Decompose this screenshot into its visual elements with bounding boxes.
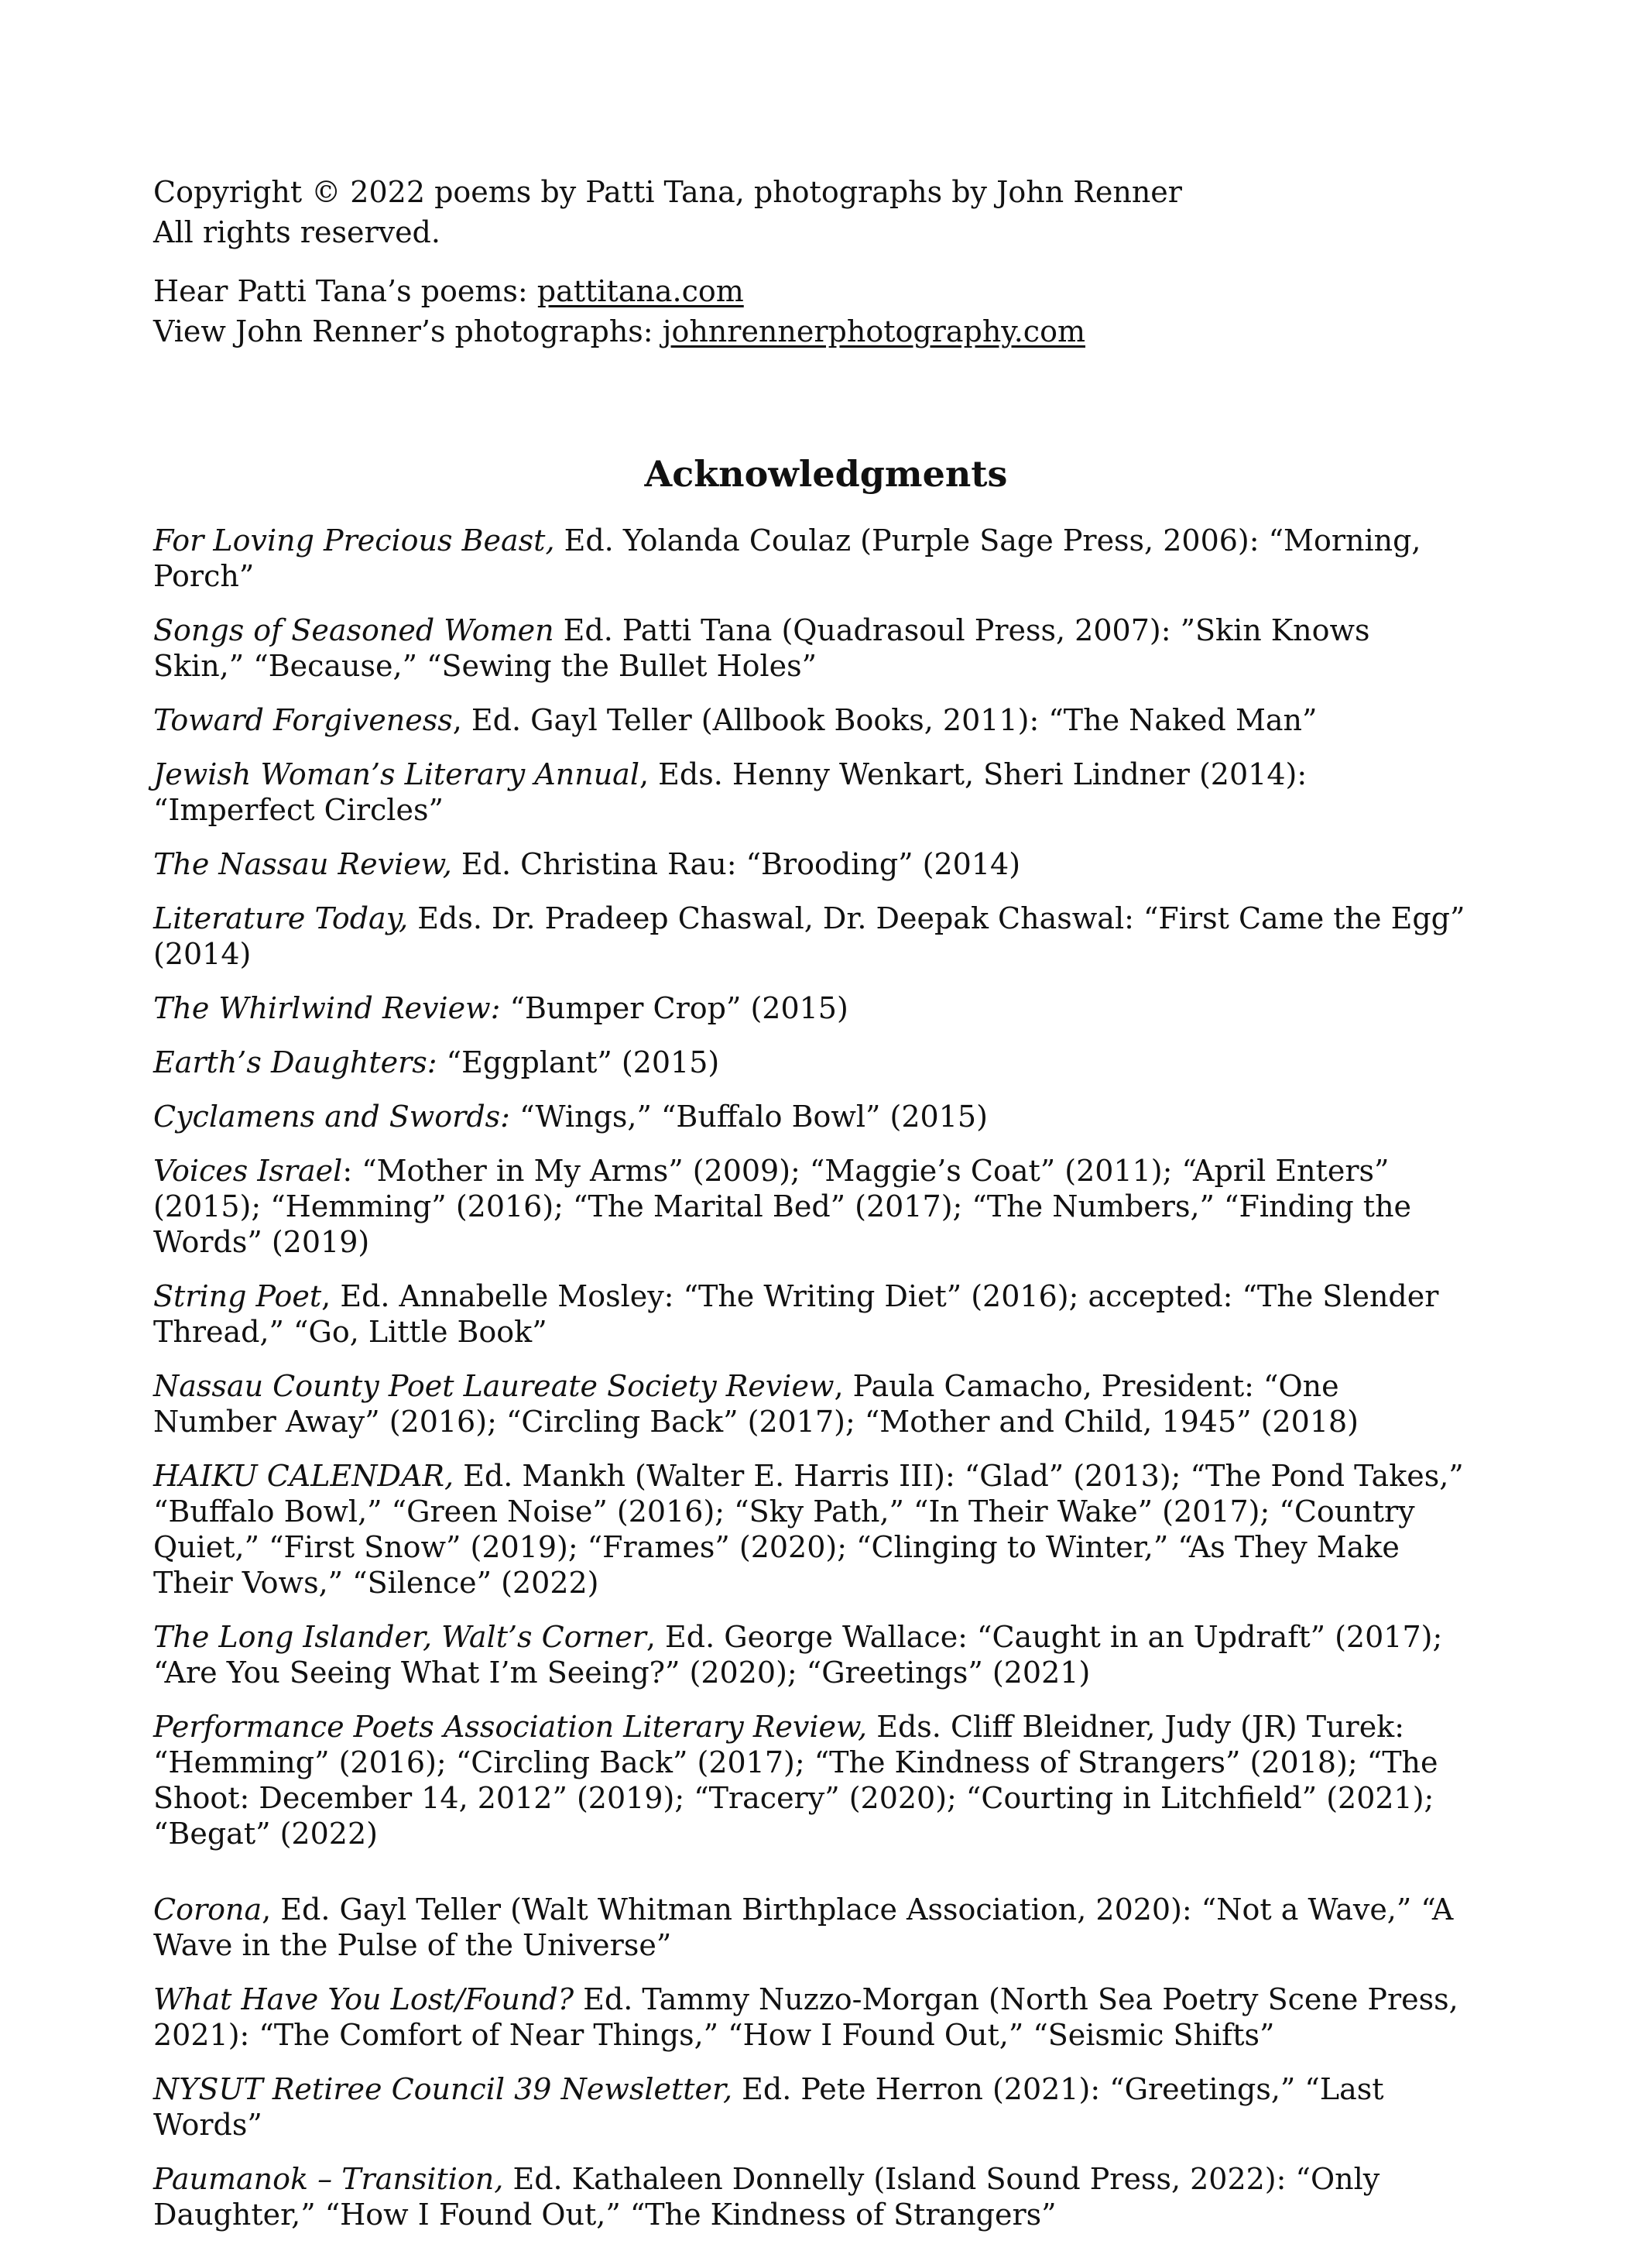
publication-details: Ed. Mankh (Walter E. Harris III): “Glad” (2013); “The Pond Takes,” “Buffalo Bowl,” “Green Noise” (2016); “Sky Path,” “In Their Wake” (2017); “Country Quiet,” “First Snow” (2019); “Frames” (2020); “Clinging to Winter,” “As They Make Their Vows,” “Silence” (2022) <box>153 1459 1464 1600</box>
publication-title: What Have You Lost/Found? <box>153 1982 574 2016</box>
acknowledgments-list <box>153 523 1469 2251</box>
list-item <box>153 613 1469 684</box>
publication-title: Earth’s Daughters: <box>153 1045 437 1079</box>
poems-link[interactable]: pattitana.com <box>536 274 744 308</box>
poems-link-line <box>153 271 1085 311</box>
links-block <box>153 271 1085 352</box>
list-item <box>153 990 1469 1026</box>
publication-details: “Eggplant” (2015) <box>437 1045 720 1079</box>
list-item <box>153 1892 1469 1963</box>
publication-details: , Ed. George Wallace: “Caught in an Updraft” (2017); “Are You Seeing What I’m Seeing?” (2020); “Greetings” (2021) <box>153 1620 1443 1690</box>
photos-link-line <box>153 311 1085 352</box>
copyright-line: Copyright © 2022 poems by Patti Tana, photographs by John Renner <box>153 175 1182 209</box>
publication-details: , Eds. Henny Wenkart, Sheri Lindner (2014): “Imperfect Circles” <box>153 757 1308 827</box>
publication-details: Ed. Patti Tana (Quadrasoul Press, 2007): ”Skin Knows Skin,” “Because,” “Sewing the Bullet Holes” <box>153 613 1370 683</box>
list-item <box>153 1278 1469 1350</box>
list-item <box>153 757 1469 828</box>
publication-title: Performance Poets Association Literary Review, <box>153 1710 868 1744</box>
publication-details: : “Mother in My Arms” (2009); “Maggie’s Coat” (2011); “April Enters” (2015); “Hemming” (2016); “The Marital Bed” (2017); “The Numbers,” “Finding the Words” (2019) <box>153 1154 1412 1259</box>
publication-details: , Paula Camacho, President: “One Number Away” (2016); “Circling Back” (2017); “Mother and Child, 1945” (2018) <box>153 1369 1359 1439</box>
list-item <box>153 1153 1469 1260</box>
publication-title: For Loving Precious Beast, <box>153 523 555 558</box>
publication-details: Ed. Tammy Nuzzo-Morgan (North Sea Poetry Scene Press, 2021): “The Comfort of Near Things,” “How I Found Out,” “Seismic Shifts” <box>153 1982 1458 2052</box>
photos-link-label: View John Renner’s photographs: <box>153 314 663 348</box>
publication-details: , Ed. Gayl Teller (Allbook Books, 2011): “The Naked Man” <box>452 703 1318 737</box>
publication-title: The Whirlwind Review: <box>153 991 501 1025</box>
publication-details: Ed. Pete Herron (2021): “Greetings,” “Last Words” <box>153 2072 1384 2142</box>
publication-title: HAIKU CALENDAR, <box>153 1459 454 1493</box>
list-item <box>153 523 1469 594</box>
list-item <box>153 702 1469 738</box>
list-item <box>153 1368 1469 1439</box>
list-item <box>153 1045 1469 1080</box>
photos-link[interactable]: johnrennerphotography.com <box>662 314 1085 348</box>
list-item <box>153 1619 1469 1690</box>
publication-title: Jewish Woman’s Literary Annual <box>153 757 639 791</box>
publication-title: Literature Today, <box>153 901 409 935</box>
list-item <box>153 1458 1469 1601</box>
publication-title: NYSUT Retiree Council 39 Newsletter, <box>153 2072 733 2106</box>
rights-line: All rights reserved. <box>153 215 440 249</box>
list-item <box>153 2161 1469 2232</box>
list-item <box>153 1099 1469 1134</box>
poems-link-label: Hear Patti Tana’s poems: <box>153 274 537 308</box>
publication-title: String Poet <box>153 1279 322 1313</box>
publication-title: Toward Forgiveness <box>153 703 453 737</box>
acknowledgments-heading: Acknowledgments <box>644 453 1008 495</box>
publication-title: Songs of Seasoned Women <box>153 613 554 647</box>
publication-title: Nassau County Poet Laureate Society Review <box>153 1369 835 1403</box>
publication-details: , Ed. Annabelle Mosley: “The Writing Diet” (2016); accepted: “The Slender Thread,” “Go, Little Book” <box>153 1279 1439 1349</box>
publication-details: “Wings,” “Buffalo Bowl” (2015) <box>509 1100 988 1134</box>
publication-details: “Bumper Crop” (2015) <box>500 991 848 1025</box>
list-item <box>153 2071 1469 2143</box>
publication-title: The Nassau Review, <box>153 847 452 881</box>
list-item <box>153 1982 1469 2053</box>
publication-details: Ed. Yolanda Coulaz (Purple Sage Press, 2006): “Morning, Porch” <box>153 523 1421 593</box>
publication-title: Cyclamens and Swords: <box>153 1100 510 1134</box>
publication-title: Paumanok – Transition, <box>153 2162 504 2196</box>
list-item <box>153 901 1469 972</box>
publication-details: , Ed. Gayl Teller (Walt Whitman Birthplace Association, 2020): “Not a Wave,” “A Wave in the Pulse of the Universe” <box>153 1892 1454 1962</box>
publication-details: Ed. Christina Rau: “Brooding” (2014) <box>451 847 1021 881</box>
publication-details: Eds. Dr. Pradeep Chaswal, Dr. Deepak Chaswal: “First Came the Egg” (2014) <box>153 901 1465 971</box>
list-item <box>153 846 1469 882</box>
publication-title: The Long Islander, Walt’s Corner <box>153 1620 646 1654</box>
publication-title: Corona <box>153 1892 262 1927</box>
publication-details: Ed. Kathaleen Donnelly (Island Sound Press, 2022): “Only Daughter,” “How I Found Out,” “The Kindness of Strangers” <box>153 2162 1380 2232</box>
copyright-block <box>153 172 1182 252</box>
list-item <box>153 1709 1469 1851</box>
publication-details: Eds. Cliff Bleidner, Judy (JR) Turek: “Hemming” (2016); “Circling Back” (2017); “The Kindness of Strangers” (2018); “The Shoot: December 14, 2012” (2019); “Tracery” (2020); “Courting in Litchfield” (2021); “Begat” (2022) <box>153 1710 1438 1851</box>
publication-title: Voices Israel <box>153 1154 343 1188</box>
